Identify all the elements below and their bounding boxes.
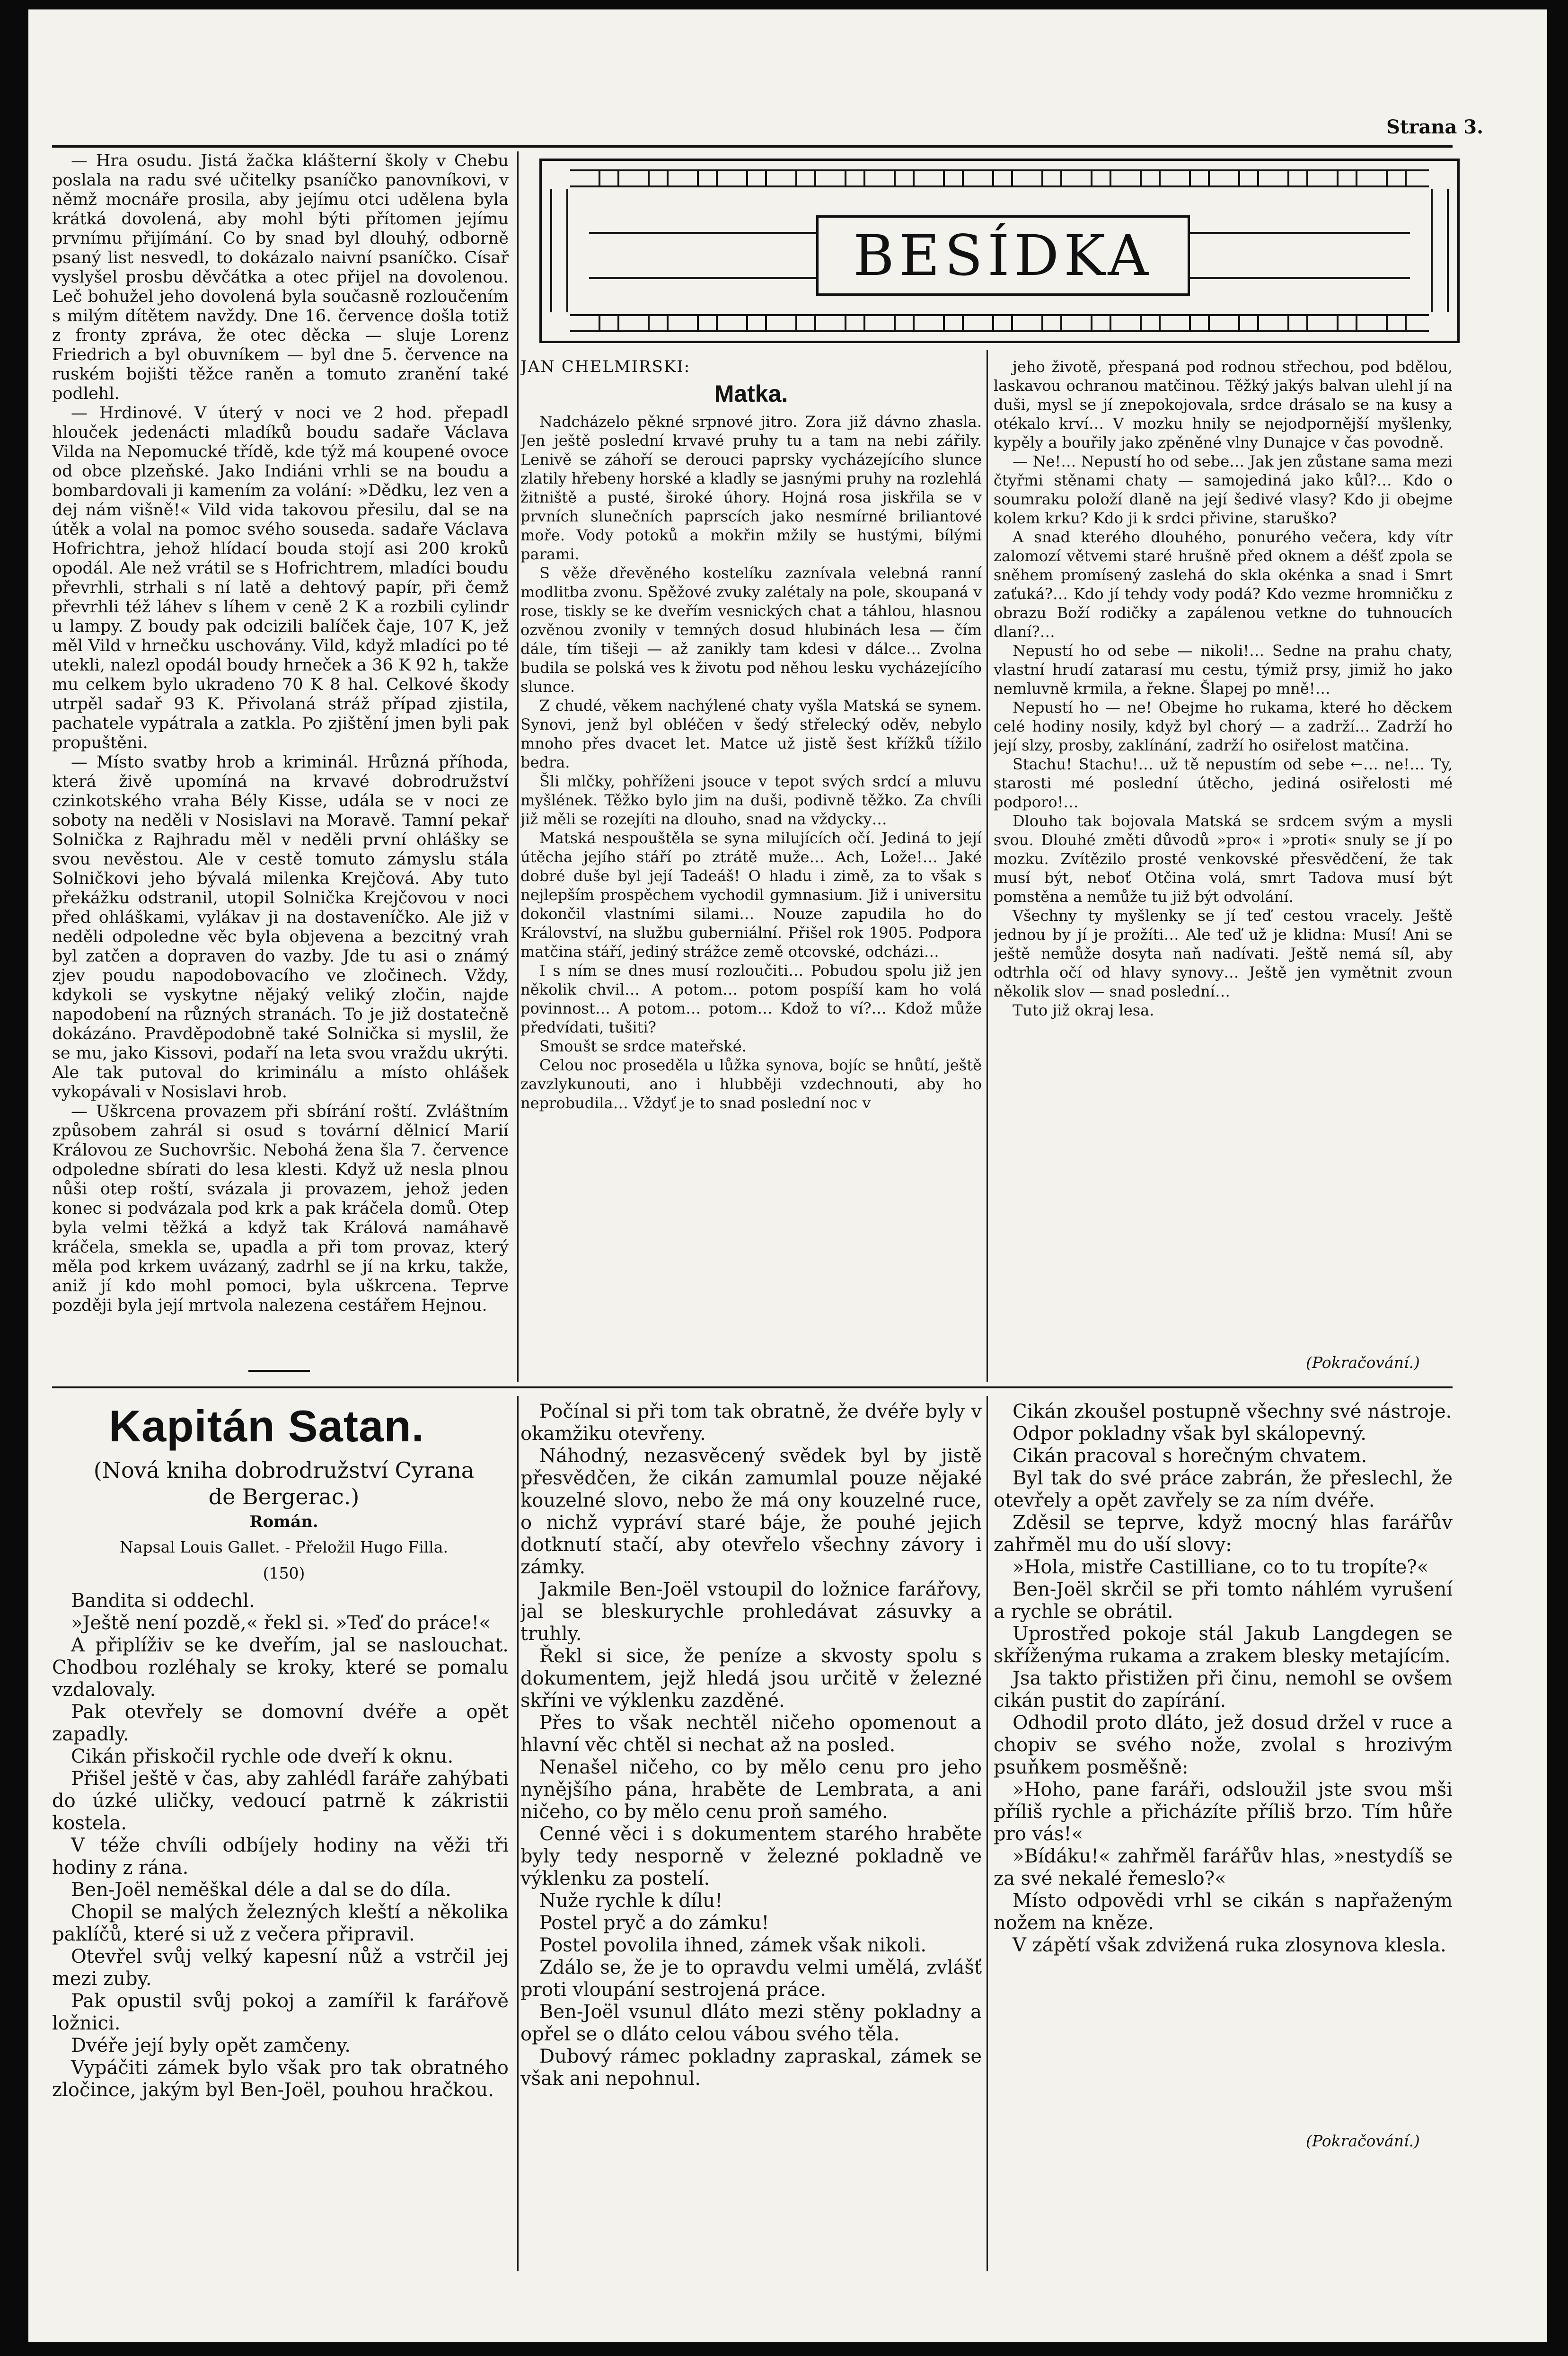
paragraph: Přes to však nechtěl ničeho opomenout a hlavní věc chtěl si nechat až na posled. xyxy=(520,1712,982,1756)
paragraph: Cikán zkoušel postupně všechny své nástroje. xyxy=(1013,1401,1452,1422)
column-divider xyxy=(987,1396,988,2271)
paragraph: Nepustí ho — ne! Obejme ho rukama, které ho děckem celé hodiny nosily, když byl chorý — a zadrží… Zadrží ho její slzy, prosby, zaklínání, zadrží ho osiřelost matčina. xyxy=(994,698,1453,754)
serial-genre: Román. xyxy=(249,1512,318,1531)
paragraph: — Ne!… Nepustí ho od sebe… Jak jen zůstane sama mezi čtyřmi stěnami chaty — samojediná jako kůl?… Kdo o soumraku položí dlaně na její šedivé vlasy? Kdo ji obejme kolem krku? Kdo ji k srdci přivine, staruško? xyxy=(994,452,1453,527)
paragraph: Jakmile Ben-Joël vstoupil do ložnice farářovy, jal se bleskurychle prohledávat zásuvky a truhly. xyxy=(520,1579,982,1645)
paragraph: »Ještě není pozdě,« řekl si. »Teď do práce!« xyxy=(71,1612,491,1634)
paragraph: — Hra osudu. Jistá žačka klášterní školy v Chebu poslala na radu své učitelky psaníčko panovníkovi, v němž mocnáře prosila, aby jejímu otci udělena byla krátká dovolená, aby mohl býti přítomen jejímu prvnímu přijímání. Co by snad byl dlouhý, odborně psaný list nesvedl, to dokázalo naivní psaníčko. Císař vyslyšel prosbu děvčátka a otec přijel na dovolenou. Leč bohužel jeho dovolená byla současně rozloučením s milým dítětem navždy. Dne 16. července došla totiž z fronty zpráva, že otec děcka — sluje Lorenz Friedrich a byl obuvníkem — byl dne 5. července na ruském bojišti těžce raněn a tomuto zranění také podlehl. xyxy=(52,151,509,403)
paragraph: Cenné věci i s dokumentem starého hraběte byly tedy nesporně v železné pokladně ve výklenku za postelí. xyxy=(520,1823,982,1889)
paragraph: Ben-Joël skrčil se při tomto náhlém vyrušení a rychle se obrátil. xyxy=(994,1579,1453,1623)
paragraph: »Hola, mistře Castilliane, co to tu tropíte?« xyxy=(1013,1556,1429,1578)
banner-ornament-right xyxy=(1431,189,1449,312)
paragraph: Místo odpovědi vrhl se cikán s napřaženým nožem na kněze. xyxy=(994,1890,1453,1934)
paragraph: Otevřel svůj velký kapesní nůž a vstrčil jej mezi zuby. xyxy=(52,1946,509,1990)
paragraph: Smoušt se srdce mateřské. xyxy=(539,1037,747,1055)
story-title: Matka. xyxy=(714,380,788,407)
paragraph: »Bídáku!« zahřměl farářův hlas, »nestydíš se za své nekalé řemeslo?« xyxy=(994,1845,1453,1889)
paragraph: »Hoho, pane faráři, odsloužil jste svou mši příliš rychle a přicházíte příliš brzo. Tím hůře pro vás!« xyxy=(994,1779,1453,1845)
page-number: Strana 3. xyxy=(1386,116,1484,138)
serial-column-3 xyxy=(994,1401,1453,2125)
paragraph: Odhodil proto dláto, jež dosud držel v ruce a chopiv se svého nože, zvolal s hrozivým psuňkem posměšně: xyxy=(994,1712,1453,1778)
paragraph: Jsa takto přistižen při činu, nemohl se ovšem cikán pustit do zapírání. xyxy=(994,1668,1453,1712)
paragraph: Cikán přiskočil rychle ode dveří k oknu. xyxy=(71,1746,454,1767)
column-divider xyxy=(517,1396,519,2271)
paragraph: jeho životě, přespaná pod rodnou střechou, pod bdělou, laskavou ochranou matčinou. Těžký jakýs balvan ulehl jí na duši, mysl se jí znepokojovala, srdce drásalo se na kusy a otékalo krví… V mozku hnily se nejodpornější myšlenky, kypěly a bouřily jako zpěněné vlny Dunajce v čas povodně. xyxy=(994,358,1453,451)
besidka-title: BESÍDKA xyxy=(816,215,1190,296)
besidka-banner xyxy=(539,159,1460,343)
paragraph: Všechny ty myšlenky se jí teď cestou vracely. Ještě jednou by jí je prožíti… Ale teď už je klidna: Musí! Ani se ještě nemůže dosyta naň nadívati. Ještě nemá síl, aby odtrhla očí od hlavy synovy… Ještě jen vymětnit zvoun několik slov — snad poslední… xyxy=(994,907,1453,1000)
paragraph: Zděsil se teprve, když mocný hlas farářův zahřměl mu do uší slovy: xyxy=(994,1512,1453,1556)
paragraph: Vypáčiti zámek bylo však pro tak obratného zločince, jakým byl Ben-Joël, pouhou hračkou. xyxy=(52,2057,509,2101)
paragraph: Cikán pracoval s horečným chvatem. xyxy=(1013,1445,1367,1467)
paragraph: Počínal si při tom tak obratně, že dvéře byly v okamžiku otevřeny. xyxy=(520,1401,982,1445)
paragraph: Postel povolila ihned, zámek však nikoli. xyxy=(539,1934,927,1956)
paragraph: Nenašel ničeho, co by mělo cenu pro jeho nynějšího pána, hraběte de Lembrata, a ani ničeho, co by mělo cenu proň samého. xyxy=(520,1756,982,1823)
paragraph: A připlíživ se ke dveřím, jal se naslouchat. Chodbou rozléhaly se kroky, které se pomalu vzdalovaly. xyxy=(52,1634,509,1701)
serial-installment: (150) xyxy=(263,1564,305,1582)
paragraph: Dlouho tak bojovala Matská se srdcem svým a mysli svou. Dlouhé změti důvodů »pro« i »proti« snuly se jí po mozku. Zvítězilo prosté venkovské přesvědčení, že tak musí být, neboť Otčina volá, smrt Tadova musí být pomstěna a nemůže tu již být odvolání. xyxy=(994,812,1453,906)
news-column xyxy=(52,151,509,1368)
paragraph: Nuže rychle k dílu! xyxy=(539,1890,723,1912)
banner-ornament-top xyxy=(570,169,1429,187)
paragraph: Ben-Joël vsunul dláto mezi stěny pokladny a opřel se o dláto celou vábou svého těla. xyxy=(520,2001,982,2045)
paragraph: V zápětí však zdvižená ruka zlosynova klesla. xyxy=(1013,1934,1446,1956)
paragraph: Pak otevřely se domovní dvéře a opět zapadly. xyxy=(52,1701,509,1745)
paragraph: Zdálo se, že je to opravdu velmi umělá, zvlášť proti vloupání sestrojená práce. xyxy=(520,1957,982,2001)
serial-column-2 xyxy=(520,1401,982,2271)
news-end-rule xyxy=(248,1370,310,1372)
paragraph: Byl tak do své práce zabrán, že přeslechl, že otevřely a opět zavřely se za ním dvéře. xyxy=(994,1467,1453,1511)
serial-subtitle-2: de Bergerac.) xyxy=(208,1484,360,1509)
besidka-column-2 xyxy=(994,357,1453,1341)
continued-label: (Pokračování.) xyxy=(1306,1353,1420,1372)
paragraph: Přišel ještě v čas, aby zahlédl faráře zahýbati do úzké uličky, vedoucí patrně k zákristii kostela. xyxy=(52,1768,509,1834)
serial-subtitle-1: (Nová kniha dobrodružství Cyrana xyxy=(93,1457,475,1483)
paragraph: Nepustí ho od sebe — nikoli!… Sedne na prahu chaty, vlastní hrudí zatarasí mu cestu, týmiž prsy, jimiž ho jako nemluvně krmila, a řekne. Šlapej po mně!… xyxy=(994,642,1453,697)
paragraph: Chopil se malých železných kleští a několika paklíčů, které si už z večera připravil. xyxy=(52,1901,509,1945)
paragraph: Dubový rámec pokladny zapraskal, zámek se však ani nepohnul. xyxy=(520,2046,982,2090)
paragraph: V téže chvíli odbíjely hodiny na věži tři hodiny z rána. xyxy=(52,1835,509,1879)
top-rule xyxy=(52,145,1453,148)
paragraph: Celou noc proseděla u lůžka synova, bojíc se hnůtí, ještě zavzlykunouti, ano i hlubběji vzdechnouti, aby ho neprobudila… Vždyť je to snad poslední noc v xyxy=(520,1056,982,1112)
paragraph: Ben-Joël neměškal déle a dal se do díla. xyxy=(71,1879,451,1901)
column-divider xyxy=(517,151,519,1382)
paragraph: — Místo svatby hrob a kriminál. Hrůzná příhoda, která živě upomíná na krvavé dobrodružství czinkotského vraha Bély Kisse, udála se v noci ze soboty na neděli v Nosislavi na Moravě. Tamní pekař Solnička z Rajhradu měl v neděli první ohlášky se svou nevěstou. Ale v cestě tomuto zámyslu stála Solničkovi jeho bývalá milenka Krejčová. Aby tuto překážku odstranil, utopil Solnička Krejčovou v noci před ohláškami, vylákav ji na dostaveníčko. Ale již v neděli odpoledne věc byla objevena a bezcitný vrah byl zatčen a dopraven do vazby. Jde tu asi o známý zjev poudu napodobovacího ve zločinech. Vždy, kdykoli se vyskytne nějaký veliký zločin, najde napodobení na různých stranách. To je již dostatečně dokázáno. Pravděpodobně také Solnička si myslil, že se mu, jako Kissovi, podaří na leta svou vraždu ukrýti. Ale tak putoval do kriminálu a místo ohlášek vykopávali v Nosislavi hrob. xyxy=(52,753,509,1102)
paragraph: Matská nespouštěla se syna milujících očí. Jediná to její útěcha jejího stáří po ztrátě muže… Ach, Lože!… Jaké dobré duše byl její Tadeáš! O hladu i zimě, za to však s nejlepším prospěchem vychodil gymnasium. Již i universitu dokončil vlastními silami… Nouze zapudila ho do Království, na službu guberniální. Přišel rok 1905. Podpora matčina stáří, jediný strážce země otcovské, odcházi… xyxy=(520,829,982,961)
paragraph: Nadcházelo pěkné srpnové jitro. Zora již dávno zhasla. Jen ještě poslední krvavé pruhy tu a tam na nebi zářily. Lenivě se záhoří se derouci paprsky vycházejícího slunce zlatily hřebeny horské a kladly se jasnými pruhy na rozlehlá žitniště a pusté, široké úhory. Hojná rosa jiskřila se v prvních slunečních paprscích jako nesmírné briliantové moře. Vody potoků a mokřin mžily se hustými, bílými parami. xyxy=(520,413,982,563)
banner-ornament-left xyxy=(550,189,568,312)
paragraph: Odpor pokladny však byl skálopevný. xyxy=(1013,1423,1366,1445)
paragraph: — Hrdinové. V úterý v noci ve 2 hod. přepadl hlouček jedenácti mladíků boudu sadaře Václava Vilda na Nepomucké třídě, kde týž má koupené ovoce od obce plzeňské. Jako Indiáni vrhli se na boudu a bombardovali ji kamením za volání: »Dědku, lez ven a dej nám višně!« Vild vida takovou přesilu, dal se na útěk a volal na pomoc svého souseda. sadaře Václava Hofrichtra, jehož hlídací bouda stojí asi 200 kroků opodál. Ale než vrátil se s Hofrichtrem, mladíci boudu převrhli, strhali s ní latě a dehtový papír, při čemž převrhli též láhev s líhem v ceně 2 K a rozbili cylindr u lampy. Z boudy pak odcizili balíček čaje, 107 K, jež měl Vild v hrnečku uschovány. Vild, když mladíci po té utekli, nalezl opodál boudy hrneček a 36 K 92 h, takže mu celkem bylo ukradeno 70 K 8 hal. Celkové škody utrpěl sadař 93 K. Přivolaná stráž případ zjistila, pachatele vypátrala a zatkla. Po zjištění jmen byli pak propuštěni. xyxy=(52,404,509,752)
serial-title: Kapitán Satan. xyxy=(109,1401,424,1451)
paragraph: A snad kterého dlouhého, ponurého večera, kdy vítr zalomozí větvemi staré hrušně před oknem a déšť zpola se sněhem promísený zaslehá do skla okénka a snad i Smrt zaťuká?… Kdo jí tehdy vody podá? Kdo vezme hromničku z obrazu Boží rodičky a zapálenou vetkne do tuhnoucích dlaní?… xyxy=(994,528,1453,641)
paragraph: — Uškrcena provazem při sbírání roští. Zvláštním způsobem zahrál si osud s tovární dělnicí Marií Královou ze Suchovršic. Nebohá žena šla 7. července odpoledne sbírati do lesa klesti. Když už nesla plnou nůši otep roští, svázala ji provazem, jehož jeden konec si podvázala pod krk a pak kráčela domů. Otep byla velmi těžká a když tak Králová namáhavě kráčela, smekla se, upadla a při tom provaz, který měla pod krkem uvázaný, zadrhl se jí na krku, takže, aniž jí kdo mohl pomoci, byla uškrcena. Teprve později byla její mrtvola nalezena cestářem Hejnou. xyxy=(52,1102,509,1315)
paragraph: Bandita si oddechl. xyxy=(71,1590,255,1612)
paragraph: Tuto již okraj lesa. xyxy=(1013,1001,1154,1019)
serial-continued-label: (Pokračování.) xyxy=(1306,2132,1420,2150)
paragraph: Náhodný, nezasvěcený svědek byl by jistě přesvědčen, že cikán zamumlal pouze nějaké kouzelné slovo, nebo že má ony kouzelné ruce, o nichž vypráví staré báje, že pouhé jejich dotknutí stačí, aby otevřelo všechny závory i zámky. xyxy=(520,1445,982,1578)
section-divider xyxy=(52,1386,1453,1388)
paragraph: Řekl si sice, že peníze a skvosty spolu s dokumentem, jejž hledá jsou určitě v železné skříni ve výklenku zazděné. xyxy=(520,1645,982,1712)
paragraph: Dvéře její byly opět zamčeny. xyxy=(71,2035,351,2056)
paragraph: Stachu! Stachu!… už tě nepustím od sebe ←… ne!… Ty, starosti mé poslední útěcho, jediná osiřelosti mé podporo!… xyxy=(994,755,1453,811)
paragraph: Postel pryč a do zámku! xyxy=(539,1912,769,1934)
paragraph: Pak opustil svůj pokoj a zamířil k farářově ložnici. xyxy=(52,1990,509,2034)
serial-column-1 xyxy=(52,1590,509,2271)
besidka-column-1 xyxy=(520,357,982,1370)
paragraph: S věže dřevěného kostelíku zaznívala velebná ranní modlitba zvonu. Spěžové zvuky zalétaly na pole, skoupaná v rose, tiskly se ke dveřím vesnických chat a táhlou, hlasnou ozvěnou zvonily v temných dosud hlubinách lesa — čím dále, tím tišeji — až zanikly tam kdesi v dálce… Zvolna budila se polská ves k životu pod něhou lesku vycházejícího slunce. xyxy=(520,564,982,696)
paragraph: Z chudé, věkem nachýlené chaty vyšla Matská se synem. Synovi, jenž byl obléčen v šedý střelecký oděv, nebylo mnoho přes dvacet let. Matce už jistě šest křížků tížilo bedra. xyxy=(520,697,982,771)
serial-credits: Napsal Louis Gallet. - Přeložil Hugo Filla. xyxy=(119,1538,449,1556)
banner-ornament-bottom xyxy=(570,314,1429,332)
column-divider xyxy=(987,350,988,1382)
paragraph: Šli mlčky, pohříženi jsouce v tepot svých srdcí a mluvu myšlének. Těžko bylo jim na duši, podivně těžko. Za chvíli již měli se rozejíti na dlouho, snad na vždycky… xyxy=(520,772,982,828)
paragraph: Uprostřed pokoje stál Jakub Langdegen se skříženýma rukama a zrakem blesky metajícím. xyxy=(994,1623,1453,1667)
paragraph: I s ním se dnes musí rozloučiti… Pobudou spolu již jen několik chvil… A potom… potom pospíší kam ho volá povinnost… A potom… potom… Kdož to ví?… Kdož může předvídati, tušiti? xyxy=(520,962,982,1036)
story-author: JAN CHELMIRSKI: xyxy=(520,357,691,376)
